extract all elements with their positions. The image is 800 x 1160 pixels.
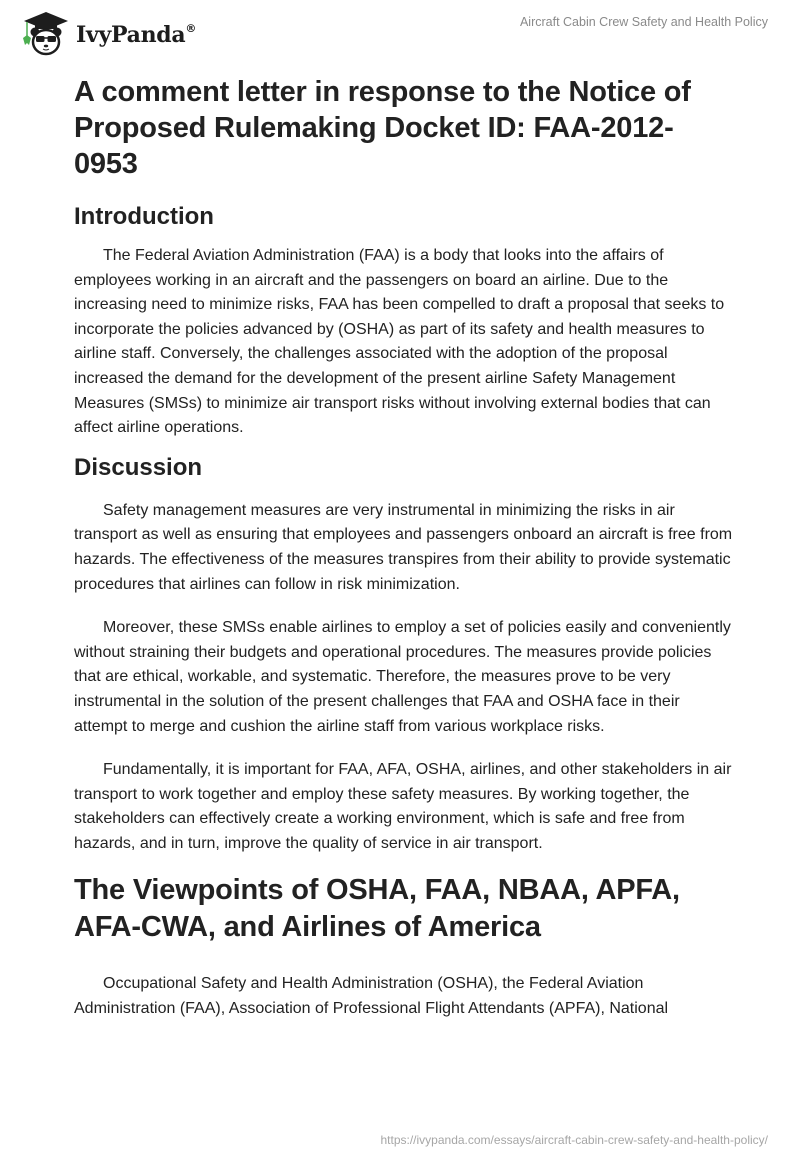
section-heading-viewpoints: The Viewpoints of OSHA, FAA, NBAA, APFA, AFA-CWA, and Airlines of America: [74, 874, 680, 944]
viewpoints-paragraph-1: Occupational Safety and Health Administration (OSHA), the Federal Aviation Administration (FAA), Association of Professional Flight Attendants (APFA), National: [74, 975, 669, 1018]
brand-name: [76, 22, 196, 48]
intro-paragraph-1: The Federal Aviation Administration (FAA) is a body that looks into the affairs of employees working in an aircraft and the passengers on board an airline. Due to the increasing need to minimize risks, FAA has been compelled to draft a proposal that seeks to incorporate the policies advanced by (OSHA) as part of its safety and health measures to airline staff. Conversely, the challenges associated with the adoption of the proposal increased the demand for the development of the present airline Safety Management Measures (SMSs) to minimize air transport risks without involving external bodies that can affect airline operations.: [74, 247, 725, 437]
page-header: [0, 0, 800, 60]
brand-text: IvyPanda: [76, 22, 186, 48]
section-heading-discussion: Discussion: [74, 453, 203, 481]
article-content: [74, 74, 734, 1022]
ivypanda-logo-link[interactable]: [18, 8, 196, 58]
article-title: A comment letter in response to the Notice of Proposed Rulemaking Docket ID: FAA-2012-0953: [74, 76, 691, 180]
panda-graduate-icon: [18, 8, 74, 58]
header-document-title: Aircraft Cabin Crew Safety and Health Policy: [519, 15, 768, 29]
source-url-link[interactable]: https://ivypanda.com/essays/aircraft-cabin-crew-safety-and-health-policy/: [380, 1133, 768, 1147]
discussion-paragraph-3: Fundamentally, it is important for FAA, AFA, OSHA, airlines, and other stakeholders in air transport to work together and employ these safety measures. By working together, the stakeholders can effectively create a working environment, which is safe and free from hazards, and in turn, improve the quality of service in air transport.: [74, 761, 732, 852]
section-heading-introduction: Introduction: [74, 203, 214, 230]
discussion-paragraph-1: Safety management measures are very instrumental in minimizing the risks in air transport as well as ensuring that employees and passengers onboard an aircraft is free from hazards. The effectiveness of the measures transpires from their ability to provide systematic procedures that airlines can follow in risk minimization.: [74, 501, 733, 593]
discussion-paragraph-2: Moreover, these SMSs enable airlines to employ a set of policies easily and conveniently without straining their budgets and operational procedures. The measures provide policies that are ethical, workable, and systematic. Therefore, the measures prove to be very instrumental in the solution of the present challenges that FAA and OSHA face in their attempt to merge and cushion the airline staff from various workplace risks.: [74, 619, 731, 735]
registered-mark: ®: [185, 21, 197, 35]
